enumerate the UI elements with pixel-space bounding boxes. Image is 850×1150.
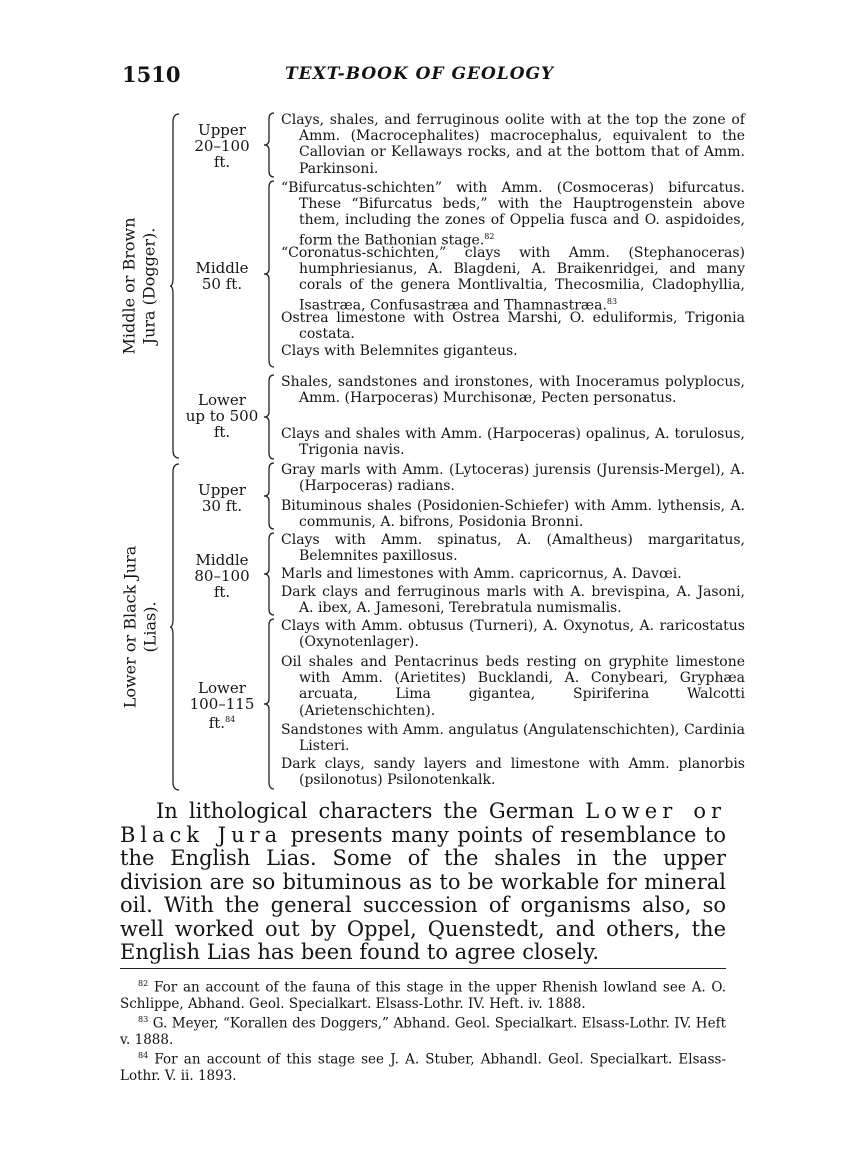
body-paragraph: In lithological characters the German Lower or Black Jura presents many points of resemblance to the English Lias. Some of the shales in the upper division are so bituminous as to be workable for mineral oil. With the general succession of organisms also, so well worked out by Oppel, Quenstedt, and others, the English Lias has been found to agree closely. (120, 799, 726, 964)
footnote-rule (120, 968, 726, 969)
footnote-82: $^{82}$ For an account of the fauna of this stage in the upper Rhenish lowland see A. O. Schlippe, Abhand. Geol. Specialkart. Elsass-Lothr. IV. Heft. iv. 1888. (120, 979, 726, 1012)
division-lower: Lower 100–115 ft.$^{84}$ (189, 679, 255, 732)
footnotes (120, 976, 726, 1084)
series-middle-brown-jura (115, 112, 745, 460)
division-lower: Lower up to 500 ft. (185, 391, 259, 441)
division-brace (263, 374, 275, 460)
division-brace (263, 112, 275, 178)
division-middle: Middle 80–100 ft. (194, 551, 250, 601)
stratum-entry: Dark clays and ferruginous marls with A. brevispina, A. Jasoni, A. ibex, A. Jamesoni, Terebratula numismalis. (281, 584, 745, 617)
stratum-entry: Clays and shales with Amm. (Harpoceras) opalinus, A. torulosus, Trigonia navis. (281, 426, 745, 459)
series-label: Lower or Black Jura (Lias). (120, 545, 159, 709)
division-brace (263, 618, 275, 790)
stratum-entry: Oil shales and Pentacrinus beds resting on gryphite limestone with Amm. (Arietites) Bucklandi, A. Conybeari, Gryphæa arcuata, Lima gigantea, Spiriferina Walcotti (Arietenschichten). (281, 654, 745, 719)
series-lower-black-jura (115, 462, 745, 792)
division-brace (263, 462, 275, 530)
division-upper: Upper 30 ft. (198, 481, 246, 515)
stratum-entry: Marls and limestones with Amm. capricornus, A. Davœi. (281, 566, 682, 582)
division-middle: Middle 50 ft. (195, 259, 249, 293)
stratum-entry: Clays with Amm. spinatus, A. (Amaltheus) margaritatus, Belemnites paxillosus. (281, 532, 745, 565)
page-header (122, 62, 742, 92)
stratum-entry: Clays with Belemnites giganteus. (281, 343, 518, 359)
stratum-entry: “Coronatus-schichten,” clays with Amm. (Stephanoceras) humphriesianus, A. Blagdeni, A. Braikenridgei, and many corals of the genera Montlivaltia, Thecosmilia, Cladophyllia, Isastræa, Confusastræa and Thamnastræa.$^{83}$ (281, 245, 745, 314)
page-number: 1510 (122, 62, 181, 87)
stratum-entry: “Bifurcatus-schichten” with Amm. (Cosmoceras) bifurcatus. These “Bifurcatus beds,” with the Hauptrogenstein above them, including the zones of Oppelia fusca and O. aspidoides, form the Bathonian stage.$^{82}$ (281, 180, 745, 249)
stratum-entry: Dark clays, sandy layers and limestone with Amm. planorbis (psilonotus) Psilonotenkalk. (281, 756, 745, 789)
stratum-entry: Gray marls with Amm. (Lytoceras) jurensis (Jurensis-Mergel), A. (Harpoceras) radians. (281, 462, 745, 495)
stratum-entry: Ostrea limestone with Ostrea Marshi, O. eduliformis, Trigonia costata. (281, 310, 745, 343)
series-label: Middle or Brown Jura (Dogger). (120, 217, 159, 355)
stratum-entry: Clays, shales, and ferruginous oolite with at the top the zone of Amm. (Macrocephalites) macrocephalus, equivalent to the Callovian or Kellaways rocks, and at the bottom that of Amm. Parkinsoni. (281, 112, 745, 177)
division-brace (263, 532, 275, 616)
division-upper: Upper 20–100 ft. (194, 121, 250, 171)
stratum-entry: Clays with Amm. obtusus (Turneri), A. Oxynotus, A. raricostatus (Oxynotenlager). (281, 618, 745, 651)
running-head: TEXT-BOOK OF GEOLOGY (285, 64, 555, 84)
stratum-entry: Sandstones with Amm. angulatus (Angulatenschichten), Cardinia Listeri. (281, 722, 745, 755)
stratum-entry: Shales, sandstones and ironstones, with Inoceramus polyplocus, Amm. (Harpoceras) Murchisonæ, Pecten personatus. (281, 374, 745, 407)
stratum-entry: Bituminous shales (Posidonien-Schiefer) with Amm. lythensis, A. communis, A. bifrons, Posidonia Bronni. (281, 498, 745, 531)
footnote-83: $^{83}$ G. Meyer, “Korallen des Doggers,” Abhand. Geol. Specialkart. Elsass-Lothr. IV. Heft v. 1888. (120, 1014, 726, 1048)
footnote-84: $^{84}$ For an account of this stage see J. A. Stuber, Abhandl. Geol. Specialkart. Elsass-Lothr. V. ii. 1893. (120, 1050, 726, 1084)
division-brace (263, 180, 275, 368)
